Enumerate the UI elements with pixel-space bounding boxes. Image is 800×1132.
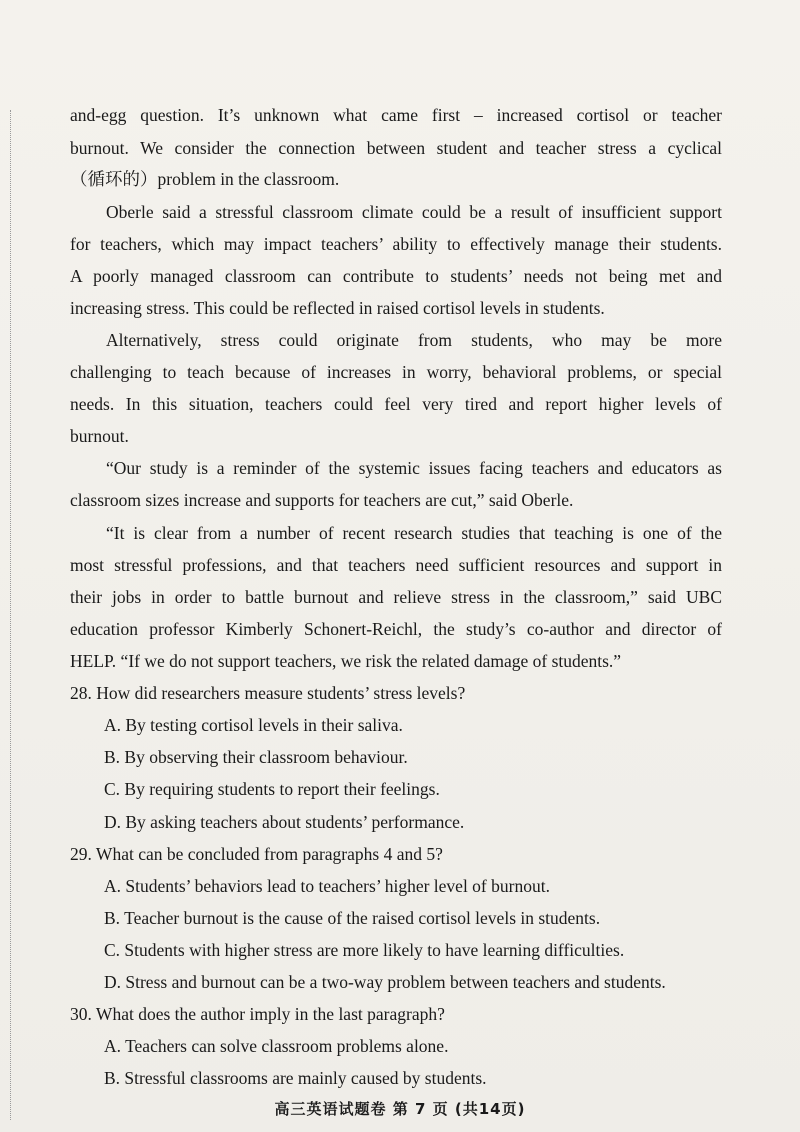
passage-line: burnout. We consider the connection between student and teacher stress a cyclical [70,138,722,158]
option-28-c: C. By requiring students to report their feelings. [104,779,440,799]
option-28-b: B. By observing their classroom behaviour. [104,747,408,767]
option-28-d: D. By asking teachers about students’ performance. [104,812,465,832]
option-30-b: B. Stressful classrooms are mainly caused by students. [104,1068,487,1088]
passage-line: “It is clear from a number of recent research studies that teaching is one of the [106,523,722,543]
option-29-c: C. Students with higher stress are more likely to have learning difficulties. [104,940,625,960]
question-29: 29. What can be concluded from paragraphs 4 and 5? [70,844,443,864]
page-footer: 高三英语试题卷 第 7 页 (共14页) [274,1100,526,1118]
passage-line: needs. In this situation, teachers could feel very tired and report higher levels of [70,394,722,414]
passage-line: education professor Kimberly Schonert-Reichl, the study’s co-author and director of [70,619,722,639]
passage-line: HELP. “If we do not support teachers, we risk the related damage of students.” [70,651,622,671]
passage-line: Oberle said a stressful classroom climate could be a result of insufficient support [106,202,722,222]
passage-line: for teachers, which may impact teachers’ ability to effectively manage their students. [70,234,722,254]
passage-line: Alternatively, stress could originate from students, who may be more [106,330,722,350]
passage-line: “Our study is a reminder of the systemic issues facing teachers and educators as [106,458,722,478]
passage-line: A poorly managed classroom can contribute to students’ needs not being met and [70,266,722,286]
option-28-a: A. By testing cortisol levels in their saliva. [104,715,403,735]
passage-line: classroom sizes increase and supports for teachers are cut,” said Oberle. [70,490,574,510]
passage-line: increasing stress. This could be reflected in raised cortisol levels in students. [70,298,605,318]
binding-dotted-line [10,110,11,1120]
question-28: 28. How did researchers measure students’ stress levels? [70,683,466,703]
option-29-b: B. Teacher burnout is the cause of the raised cortisol levels in students. [104,908,601,928]
passage-line: and-egg question. It’s unknown what came first – increased cortisol or teacher [70,105,722,125]
passage-line: burnout. [70,426,129,446]
option-29-d: D. Stress and burnout can be a two-way problem between teachers and students. [104,972,666,992]
passage-line: their jobs in order to battle burnout and relieve stress in the classroom,” said UBC [70,587,722,607]
option-30-a: A. Teachers can solve classroom problems alone. [104,1036,449,1056]
question-30: 30. What does the author imply in the last paragraph? [70,1004,445,1024]
passage-line: （循环的）problem in the classroom. [70,169,340,189]
option-29-a: A. Students’ behaviors lead to teachers’ higher level of burnout. [104,876,550,896]
passage-line: challenging to teach because of increases in worry, behavioral problems, or special [70,362,722,382]
passage-line: most stressful professions, and that teachers need sufficient resources and support in [70,555,722,575]
